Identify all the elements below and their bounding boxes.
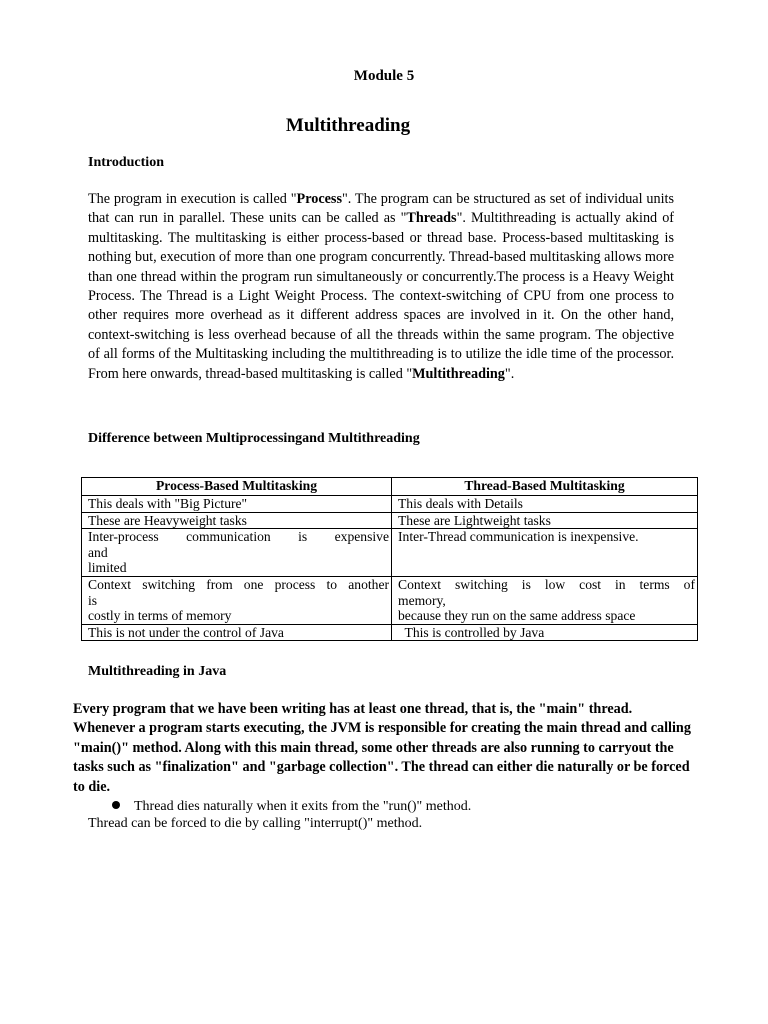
- intro-bold-threads: Threads: [406, 210, 457, 227]
- table-cell-process: [82, 624, 392, 641]
- table-row: [82, 529, 698, 577]
- table-cell-thread: [392, 529, 698, 577]
- cell-line: This is controlled by Java: [398, 624, 545, 640]
- intro-text-3: ". Multithreading is actually akind of multitasking. The multitasking is either process-based or thread base. Process-based multitasking is nothing but, execution of more than one program concurrently. Thread-based multitasking allows more than one thread within the program run simultaneously or concurrently.The process is a Heavy Weight Process. The Thread is a Light Weight Process. The context-switching of CPU from one process to other requires more overhead as it different address spaces are involved in it. On the other hand, context-switching is less overhead because of all the threads within the same program. The objective of all forms of the Multitasking including the multithreading is to utilize the idle time of the processor. From here onwards, thread-based multitasking is called ": [88, 210, 675, 382]
- intro-text-4: ".: [504, 365, 515, 382]
- cell-line: costly in terms of memory: [88, 608, 232, 624]
- intro-text-2: ". The program can be structured as set of individual units that can run in parallel. These units can be called as ": [88, 191, 674, 227]
- table-header-row: [82, 478, 698, 496]
- table-cell-process: [82, 576, 392, 624]
- cell-line: This deals with "Big Picture": [88, 496, 248, 511]
- cell-line: because they run on the same address space: [398, 608, 636, 624]
- intro-bold-multithreading: Multithreading: [412, 365, 505, 382]
- table-row: [82, 496, 698, 513]
- cell-line: This deals with Details: [398, 496, 523, 511]
- bullet-item: [112, 798, 471, 816]
- difference-heading: Difference between Multiprocessingand Multithreading: [88, 431, 420, 446]
- table-row: [82, 624, 698, 641]
- module-label: Module 5: [353, 68, 415, 84]
- table-cell-process: [82, 496, 392, 513]
- bullet-dot-icon: [112, 801, 120, 809]
- interrupt-line: Thread can be forced to die by calling "interrupt()" method.: [88, 816, 423, 831]
- cell-line: and: [88, 544, 108, 560]
- table-cell-thread: [392, 624, 698, 641]
- bullet-text: Thread dies naturally when it exits from the "run()" method.: [134, 799, 472, 814]
- introduction-heading: Introduction: [88, 155, 164, 170]
- cell-line: These are Heavyweight tasks: [88, 512, 247, 528]
- table-cell-thread: [392, 496, 698, 513]
- cell-line: limited: [88, 560, 127, 576]
- cell-line: Context switching is low cost in terms of: [398, 576, 695, 592]
- column-header-process: Process-Based Multitasking: [82, 478, 392, 496]
- table-cell-process: [82, 512, 392, 529]
- table-cell-process: [82, 529, 392, 577]
- table-row: [82, 512, 698, 529]
- intro-text-1: The program in execution is called ": [88, 191, 297, 207]
- cell-line: Inter-process communication is expensive: [88, 529, 389, 545]
- table-row: [82, 576, 698, 624]
- difference-table: [81, 477, 698, 641]
- multithreading-java-heading: Multithreading in Java: [88, 664, 227, 679]
- cell-line: Context switching from one process to another: [88, 576, 389, 592]
- page-title: Multithreading: [285, 115, 411, 136]
- cell-line: This is not under the control of Java: [88, 624, 284, 640]
- cell-line: Inter-Thread communication is inexpensive.: [398, 529, 639, 545]
- cell-line: These are Lightweight tasks: [398, 512, 551, 528]
- column-header-thread: Thread-Based Multitasking: [392, 478, 698, 496]
- table-cell-thread: [392, 576, 698, 624]
- introduction-paragraph: [88, 190, 674, 384]
- java-bold-paragraph: Every program that we have been writing has at least one thread, that is, the "main" thread. Whenever a program starts executing, the JVM is responsible for creating the main thread and calling "main()" method. Along with this main thread, some other threads are also running to carryout the tasks such as "finalization" and "garbage collection". The thread can either die naturally or be forced to die.: [73, 701, 691, 795]
- intro-bold-process: Process: [296, 191, 342, 207]
- cell-line: memory,: [398, 592, 446, 608]
- cell-line: is: [88, 592, 98, 608]
- table-cell-thread: [392, 512, 698, 529]
